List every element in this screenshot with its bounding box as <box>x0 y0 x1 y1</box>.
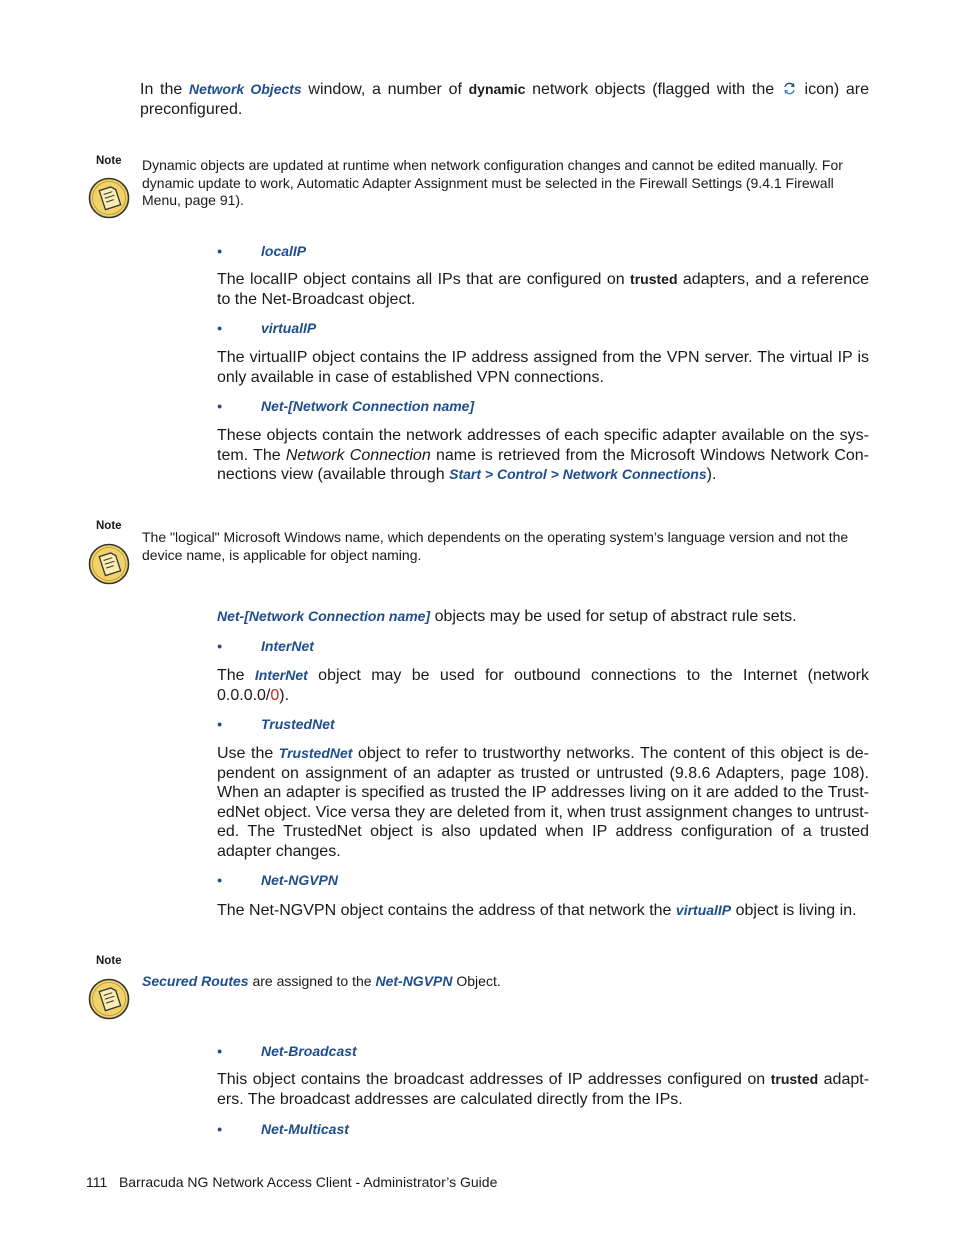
internet-paragraph: The InterNet object may be used for outbound connections to the Internet (network 0.0.0.0/0). <box>217 667 870 704</box>
note-icon <box>88 543 130 585</box>
note-text: The "logical" Microsoft Windows name, which dependents on the operating system’s language version and not the device name, is applicable for object naming. <box>142 529 849 563</box>
virtualip-paragraph: The virtualIP object contains the IP address assigned from the VPN server. The virtual IP is only available in case of established VPN connections. <box>217 349 869 386</box>
bullet-internet: • InterNet <box>217 638 314 654</box>
page-footer <box>86 1174 497 1190</box>
bullet-netmulticast: • Net-Multicast <box>217 1121 349 1137</box>
intro-paragraph: In the Network Objects window, a number of dynamic network objects (flagged with the icon) are preconfigured. <box>140 81 870 118</box>
netconn-rulesets-paragraph: Net-[Network Connection name] objects may be used for setup of abstract rule sets. <box>217 608 797 625</box>
trustednet-paragraph: Use the TrustedNet object to refer to trustworthy networks. The content of this object is dependent on assignment of an adapter as trusted or untrusted (9.8.6 Adapters, page 108). When an adapter is specified as trusted the IP addresses living on it are added to the TrustedNet object. Vice versa they are deleted from it, when trust assignment changes to untrusted. The TrustedNet object is also updated when IP address configuration of a trusted adapter changes. <box>217 745 869 860</box>
note-label: Note <box>96 155 122 167</box>
bullet-virtualip: • virtualIP <box>217 320 317 336</box>
note-label: Note <box>96 955 122 967</box>
note-text: Dynamic objects are updated at runtime when network configuration changes and cannot be edited manually. For dynamic update to work, Automatic Adapter Assignment must be selected in the Firewall Settings (9.4.1 Firewall Menu, page 91). <box>142 157 843 208</box>
page-number: 111 <box>86 1174 108 1190</box>
netbroadcast-paragraph: This object contains the broadcast addresses of IP addresses configured on trusted adapters. The broadcast addresses are calculated directly from the IPs. <box>217 1071 870 1108</box>
localip-paragraph: The localIP object contains all IPs that are configured on trusted adapters, and a reference to the Net-Broadcast object. <box>217 271 869 308</box>
bullet-netngvpn: • Net-NGVPN <box>217 872 339 888</box>
bullet-netconn: • Net-[Network Connection name] <box>217 398 475 414</box>
guide-title: Barracuda NG Network Access Client - Administrator’s Guide <box>118 1174 498 1190</box>
network-connections-path: Start > Control > Network Connections <box>449 466 707 483</box>
dynamic-object-icon <box>783 82 796 95</box>
note-icon <box>88 978 130 1020</box>
dynamic-term: dynamic <box>468 81 526 97</box>
note-text: Secured Routes are assigned to the Net-NGVPN Object. <box>142 973 501 989</box>
netconn-paragraph: These objects contain the network addresses of each specific adapter available on the system. The Network Connection name is retrieved from the Microsoft Windows Network Connections view (available through Start > Control > Network Connections). <box>217 427 869 484</box>
note-label: Note <box>96 520 122 532</box>
netngvpn-paragraph: The Net-NGVPN object contains the address of that network the virtualIP object is living in. <box>217 902 857 919</box>
bullet-localip: • localIP <box>217 243 307 259</box>
bullet-netbroadcast: • Net-Broadcast <box>217 1043 357 1059</box>
note-icon <box>88 177 130 219</box>
bullet-trustednet: • TrustedNet <box>217 716 335 732</box>
network-objects-term: Network Objects <box>188 81 302 97</box>
